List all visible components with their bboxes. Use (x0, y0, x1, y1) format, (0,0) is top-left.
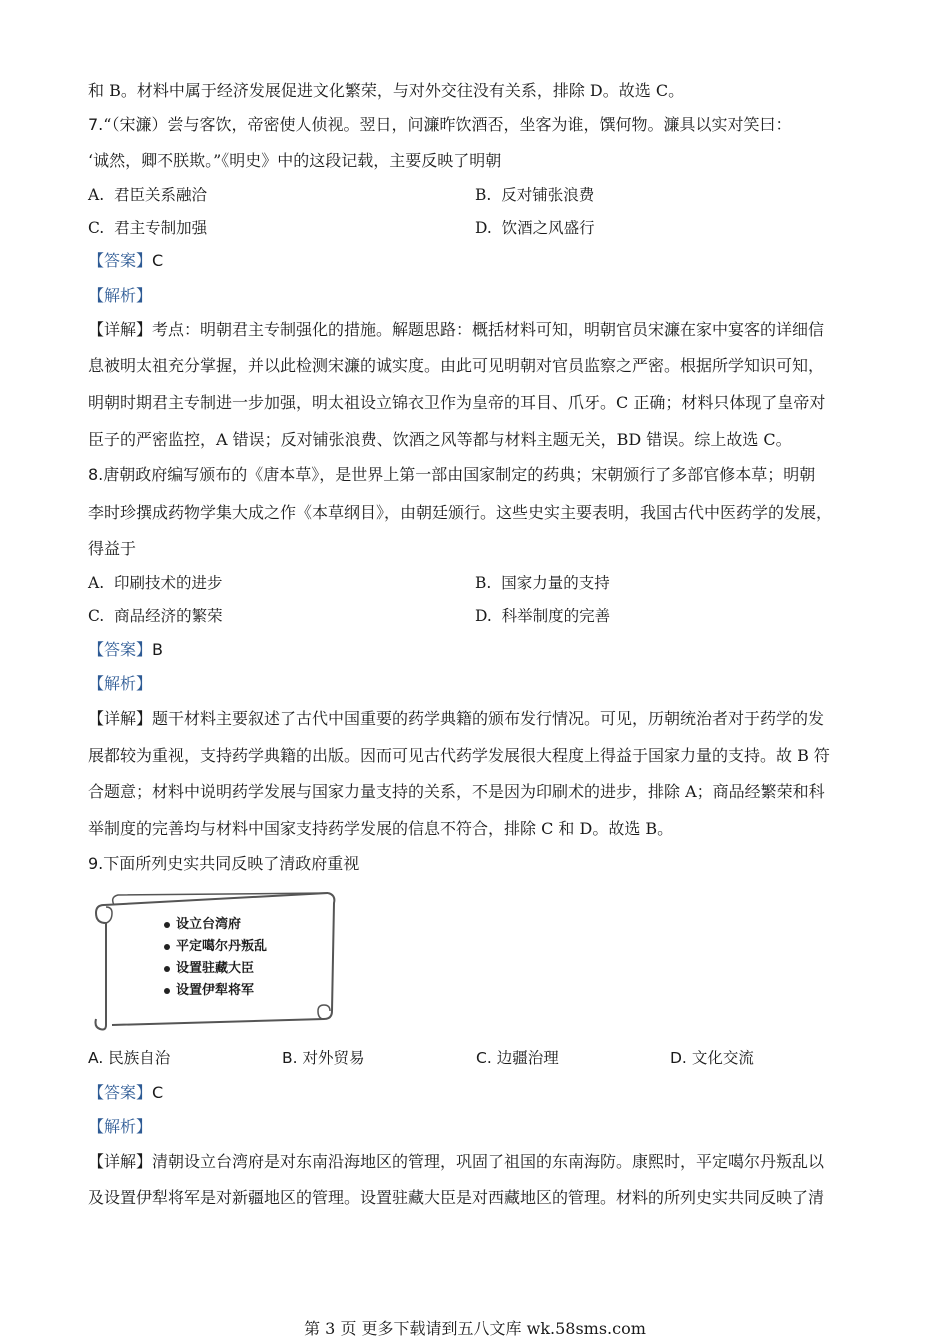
q8-number: 8. (88, 465, 104, 484)
answer-value: C (152, 251, 164, 270)
option-text: 反对铺张浪费 (501, 186, 595, 204)
option-text: 国家力量的支持 (501, 574, 610, 592)
option-label: B. (282, 1049, 298, 1067)
detail-tag: 【详解】 (88, 1152, 153, 1171)
scroll-item-text: 设置伊犁将军 (176, 983, 255, 998)
q7-stem-line1 (88, 114, 791, 136)
detail-text: 清朝设立台湾府是对东南沿海地区的管理，巩固了祖国的东南海防。康熙时，平定噶尔丹叛乱以 (152, 1152, 825, 1171)
answer-tag: 【答案】 (88, 251, 153, 270)
q9-option-d (670, 1047, 754, 1069)
option-text: 文化交流 (691, 1049, 754, 1067)
option-label: D. (475, 607, 492, 625)
option-text: 对外贸易 (302, 1049, 365, 1067)
q7-answer (88, 250, 163, 272)
q9-detail-line1 (88, 1151, 824, 1173)
option-text: 民族自治 (108, 1049, 171, 1067)
q9-option-b (282, 1047, 365, 1069)
q9-number: 9. (88, 854, 104, 873)
option-label: A. (88, 574, 105, 592)
q8-option-b (475, 572, 610, 594)
scroll-item-text: 平定噶尔丹叛乱 (176, 939, 268, 954)
option-text: 边疆治理 (496, 1049, 559, 1067)
option-label: C. (88, 219, 105, 237)
q9-detail-line2: 及设置伊犁将军是对新疆地区的管理。设置驻藏大臣是对西藏地区的管理。材料的所列史实共同反映了清 (88, 1188, 825, 1207)
q8-detail-line3: 合题意；材料中说明药学发展与国家力量支持的关系，不是因为印刷术的进步，排除 A；商品经繁荣和科 (88, 782, 825, 801)
scroll-item-text: 设置驻藏大臣 (176, 961, 255, 976)
option-label: C. (88, 607, 105, 625)
detail-text: 考点：明朝君主专制强化的措施。解题思路：概括材料可知，明朝官员宋濂在家中宴客的详细信 (152, 320, 825, 339)
answer-tag: 【答案】 (88, 640, 153, 659)
option-label: C. (476, 1049, 492, 1067)
q7-option-a (88, 184, 207, 206)
option-text: 君臣关系融洽 (113, 186, 207, 204)
option-text: 饮酒之风盛行 (501, 219, 595, 237)
q8-stem-line2: 李时珍撰成药物学集大成之作《本草纲目》，由朝廷颁行。这些史实主要表明，我国古代中医药学的发展， (88, 503, 833, 522)
q9-option-c (476, 1047, 559, 1069)
scroll-item-2 (164, 939, 267, 955)
q8-detail-line2: 展都较为重视，支持药学典籍的出版。因而可见古代药学发展很大程度上得益于国家力量的支持。故 B 符 (88, 746, 830, 765)
answer-tag: 【答案】 (88, 1083, 153, 1102)
option-label: D. (670, 1049, 687, 1067)
q8-detail-line1 (88, 708, 824, 730)
detail-tag: 【详解】 (88, 320, 153, 339)
scroll-item-4 (164, 983, 254, 999)
q9-option-a (88, 1047, 170, 1069)
q7-number: 7. (88, 115, 104, 134)
scroll-drawing (92, 883, 337, 1033)
bullet-icon (164, 922, 170, 928)
option-text: 印刷技术的进步 (113, 574, 223, 592)
scroll-item-text: 设立台湾府 (176, 917, 242, 932)
scroll-item-3 (164, 961, 254, 977)
q7-analysis-tag: 【解析】 (88, 286, 153, 305)
answer-value: C (152, 1083, 164, 1102)
q9-stem (88, 853, 359, 875)
scroll-item-1 (164, 917, 241, 933)
option-label: B. (475, 574, 492, 592)
q9-analysis-tag: 【解析】 (88, 1117, 153, 1136)
q7-detail-line2: 息被明太祖充分掌握，并以此检测宋濂的诚实度。由此可见明朝对官员监察之严密。根据所学知识可知， (88, 356, 825, 375)
option-label: B. (475, 186, 492, 204)
continuation-line: 和 B。材料中属于经济发展促进文化繁荣，与对外交往没有关系，排除 D。故选 C。 (88, 81, 685, 100)
option-label: A. (88, 1049, 104, 1067)
q7-option-d (475, 217, 595, 239)
q8-stem-text1: 唐朝政府编写颁布的《唐本草》，是世界上第一部由国家制定的药典；宋朝颁行了多部官修本草；明朝 (103, 465, 816, 484)
q7-detail-line4: 臣子的严密监控，A 错误；反对铺张浪费、饮酒之风等都与材料主题无关，BD 错误。综上故选 C。 (88, 430, 792, 449)
q8-option-d (475, 605, 610, 627)
option-text: 君主专制加强 (114, 219, 208, 237)
q8-stem-line3: 得益于 (88, 539, 137, 558)
q7-stem-line2: ‘诚然，卿不朕欺。”《明史》中的这段记载，主要反映了明朝 (88, 151, 502, 170)
q8-analysis-tag: 【解析】 (88, 674, 153, 693)
answer-value: B (152, 640, 163, 659)
scroll-illustration (92, 883, 337, 1033)
option-text: 科举制度的完善 (501, 607, 611, 625)
page-footer: 第 3 页 更多下载请到五八文库 wk.58sms.com (304, 1319, 646, 1338)
detail-text: 题干材料主要叙述了古代中国重要的药学典籍的颁布发行情况。可见，历朝统治者对于药学的发 (152, 709, 825, 728)
q8-option-c (88, 605, 223, 627)
q7-option-b (475, 184, 594, 206)
q9-answer (88, 1082, 163, 1104)
q8-detail-line4: 举制度的完善均与材料中国家支持药学发展的信息不符合，排除 C 和 D。故选 B。 (88, 819, 674, 838)
bullet-icon (164, 988, 170, 994)
q8-answer (88, 639, 163, 661)
option-label: D. (475, 219, 492, 237)
q7-detail-line1 (88, 319, 824, 341)
bullet-icon (164, 966, 170, 972)
bullet-icon (164, 944, 170, 950)
q8-stem-line1 (88, 464, 815, 486)
option-label: A. (88, 186, 105, 204)
detail-tag: 【详解】 (88, 709, 153, 728)
q9-stem-text: 下面所列史实共同反映了清政府重视 (103, 854, 360, 873)
q7-stem-text1: “（宋濂）尝与客饮，帝密使人侦视。翌日，问濂昨饮酒否，坐客为谁，馔何物。濂具以实对笑曰： (103, 115, 792, 134)
q8-option-a (88, 572, 223, 594)
q7-option-c (88, 217, 207, 239)
option-text: 商品经济的繁荣 (114, 607, 223, 625)
q7-detail-line3: 明朝时期君主专制进一步加强，明太祖设立锦衣卫作为皇帝的耳目、爪牙。C 正确；材料只体现了皇帝对 (88, 393, 826, 412)
